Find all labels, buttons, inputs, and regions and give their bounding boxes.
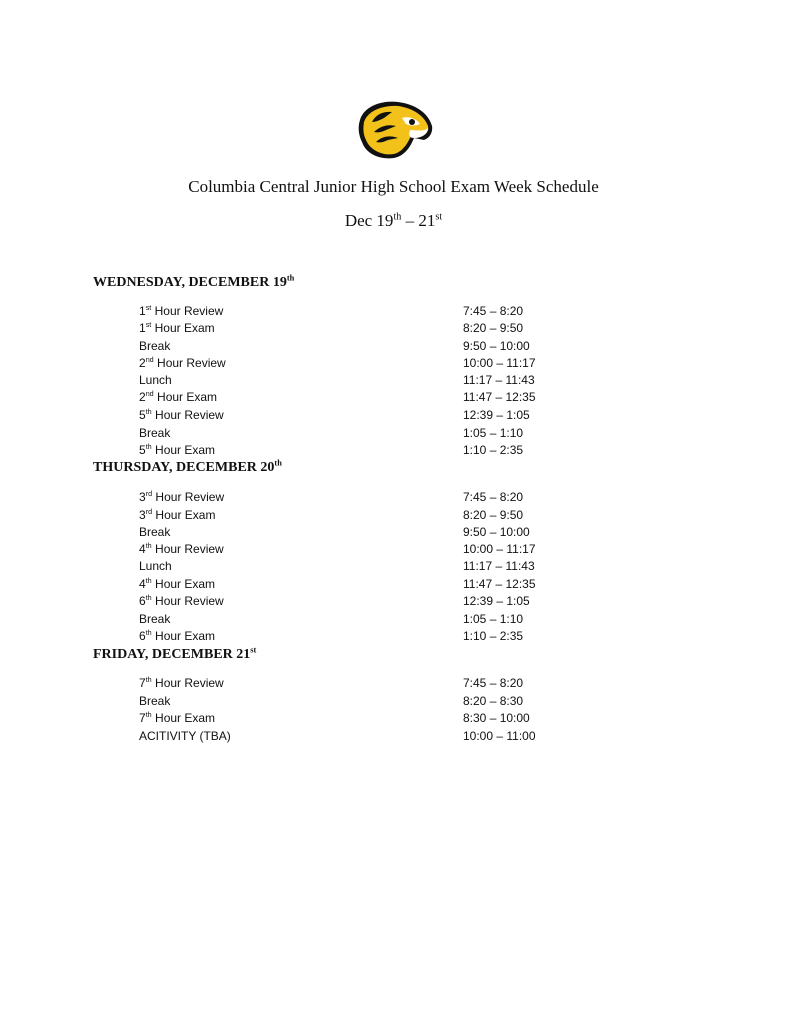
event-label: 2nd Hour Exam <box>139 389 218 404</box>
event-label: Break <box>139 694 171 708</box>
time-range: 8:30 – 10:00 <box>463 711 530 725</box>
schedule-row <box>0 303 787 320</box>
schedule-row <box>0 389 787 406</box>
event-label: 3rd Hour Exam <box>139 507 216 522</box>
day-heading-wednesday: WEDNESDAY, DECEMBER 19th <box>93 273 295 290</box>
time-range: 1:10 – 2:35 <box>463 443 524 457</box>
event-label: ACITIVITY (TBA) <box>139 729 231 743</box>
time-range: 9:50 – 10:00 <box>463 339 530 353</box>
event-label: Lunch <box>139 373 172 387</box>
event-label: 4th Hour Review <box>139 541 224 556</box>
golden-eagle-logo-icon <box>354 100 434 160</box>
time-range: 10:00 – 11:17 <box>463 356 536 370</box>
schedule-row <box>0 489 787 506</box>
schedule-row <box>0 576 787 593</box>
time-range: 10:00 – 11:17 <box>463 542 536 556</box>
event-label: 2nd Hour Review <box>139 355 226 370</box>
schedule-row <box>0 675 787 692</box>
time-range: 12:39 – 1:05 <box>463 594 530 608</box>
event-label: Break <box>139 612 171 626</box>
event-label: Break <box>139 426 171 440</box>
event-label: Lunch <box>139 559 172 573</box>
schedule-row <box>0 628 787 645</box>
schedule-row <box>0 355 787 372</box>
time-range: 11:47 – 12:35 <box>463 577 536 591</box>
day-heading-thursday: THURSDAY, DECEMBER 20th <box>93 458 282 475</box>
schedule-row <box>0 338 787 355</box>
time-range: 7:45 – 8:20 <box>463 676 524 690</box>
time-range: 12:39 – 1:05 <box>463 408 530 422</box>
event-label: 7th Hour Review <box>139 675 224 690</box>
event-label: 7th Hour Exam <box>139 710 216 725</box>
event-label: 6th Hour Review <box>139 593 224 608</box>
schedule-row <box>0 442 787 459</box>
time-range: 9:50 – 10:00 <box>463 525 530 539</box>
time-range: 7:45 – 8:20 <box>463 490 524 504</box>
time-range: 11:17 – 11:43 <box>463 559 535 573</box>
event-label: Break <box>139 525 171 539</box>
event-label: 1st Hour Review <box>139 303 224 318</box>
schedule-row <box>0 728 787 745</box>
time-range: 8:20 – 8:30 <box>463 694 524 708</box>
schedule-row <box>0 710 787 727</box>
day-heading-friday: FRIDAY, DECEMBER 21st <box>93 645 257 662</box>
event-label: 5th Hour Review <box>139 407 224 422</box>
schedule-row <box>0 593 787 610</box>
event-label: 3rd Hour Review <box>139 489 225 504</box>
event-label: Break <box>139 339 171 353</box>
time-range: 10:00 – 11:00 <box>463 729 536 743</box>
schedule-row <box>0 524 787 541</box>
schedule-row <box>0 507 787 524</box>
schedule-row <box>0 558 787 575</box>
date-range-subtitle: Dec 19th – 21st <box>344 211 443 230</box>
schedule-row <box>0 320 787 337</box>
time-range: 7:45 – 8:20 <box>463 304 524 318</box>
event-label: 6th Hour Exam <box>139 628 216 643</box>
time-range: 11:17 – 11:43 <box>463 373 535 387</box>
schedule-row <box>0 693 787 710</box>
event-label: 4th Hour Exam <box>139 576 216 591</box>
schedule-row <box>0 541 787 558</box>
schedule-row <box>0 372 787 389</box>
event-label: 1st Hour Exam <box>139 320 215 335</box>
schedule-row <box>0 407 787 424</box>
time-range: 8:20 – 9:50 <box>463 508 524 522</box>
time-range: 11:47 – 12:35 <box>463 390 536 404</box>
schedule-row <box>0 611 787 628</box>
page-title: Columbia Central Junior High School Exam Week Schedule <box>188 177 599 196</box>
time-range: 1:05 – 1:10 <box>463 612 524 626</box>
time-range: 1:05 – 1:10 <box>463 426 524 440</box>
schedule-row <box>0 425 787 442</box>
event-label: 5th Hour Exam <box>139 442 216 457</box>
time-range: 8:20 – 9:50 <box>463 321 524 335</box>
time-range: 1:10 – 2:35 <box>463 629 524 643</box>
